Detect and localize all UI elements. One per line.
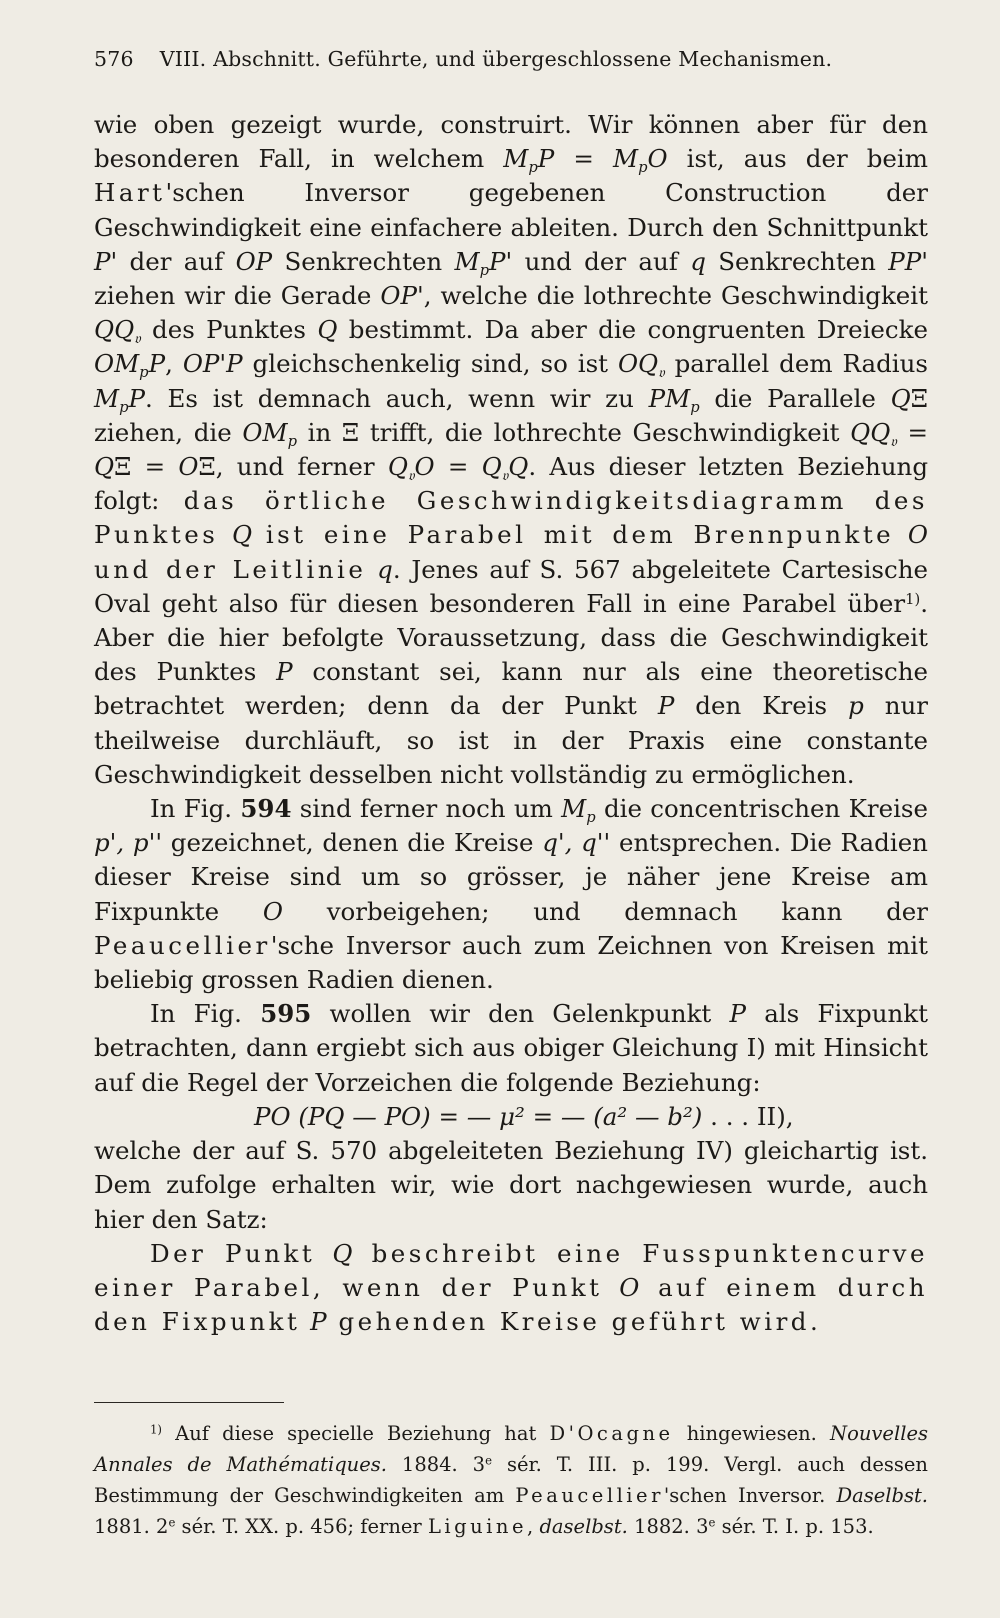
running-header (94, 47, 924, 71)
page-number: 576 (94, 47, 134, 71)
paragraph: welche der auf S. 570 abgeleiteten Beziehung IV) gleichartig ist. Dem zufolge erhalten wir, wie dort nachgewiesen wurde, auch hier den Satz: (94, 1136, 928, 1234)
paragraph: In Fig. 594 sind ferner noch um $M_p$ die concentrischen Kreise p', p'' gezeichnet, denen die Kreise q', q'' entsprechen. Die Radien dieser Kreise sind um so grösser, je näher jene Kreise am Fixpunkte O vorbeigehen; und demnach kann der Peaucellier'sche Inversor auch zum Zeichnen von Kreisen mit beliebig grossen Radien dienen. (94, 794, 928, 995)
footnote-marker: 1) (150, 1422, 162, 1437)
figure-ref: 595 (260, 999, 312, 1029)
equation-line (94, 1100, 928, 1134)
running-title: VIII. Abschnitt. Geführte, und übergeschlossene Mechanismen. (159, 47, 833, 71)
person-name-hart: Hart (94, 178, 166, 208)
footnote-rule (94, 1402, 284, 1403)
main-text (94, 108, 928, 1339)
footnote: $^{1)}$ Auf diese specielle Beziehung hat D'Ocagne hingewiesen. Nouvelles Annales de Mathématiques. 1884. 3e sér. T. III. p. 199. Vergl. auch dessen Bestimmung der Geschwindigkeiten am Peaucellier'schen Inversor. Daselbst. 1881. 2e sér. T. XX. p. 456; ferner Liguine, daselbst. 1882. 3e sér. T. I. p. 153. (94, 1422, 929, 1538)
person-name-peaucellier: Peaucellier (94, 930, 271, 960)
equation-label: . . . II), (710, 1101, 794, 1131)
theorem-paragraph: Der Punkt Q beschreibt eine Fusspunktencurve einer Parabel, wenn der Punkt O auf einem durch den Fixpunkt P gehenden Kreise geführt wird. (94, 1238, 928, 1337)
paragraph: In Fig. 595 wollen wir den Gelenkpunkt P als Fixpunkt betrachten, dann ergiebt sich aus obiger Gleichung I) mit Hinsicht auf die Regel der Vorzeichen die folgende Beziehung: (94, 999, 928, 1097)
paragraph: wie oben gezeigt wurde, construirt. Wir können aber für den besonderen Fall, in welchem $M_pP = M_pO$ ist, aus der beim Hart'schen Inversor gegebenen Construction der Geschwindigkeit eine einfachere ableiten. Durch den Schnittpunkt P' der auf OP Senkrechten $M_pP'$ und der auf q Senkrechten PP' ziehen wir die Gerade OP', welche die lothrechte Geschwindigkeit $QQ_𝔳$ des Punktes Q bestimmt. Da aber die congruenten Dreiecke $OM_pP$, OP'P gleichschenkelig sind, so ist $OQ_𝔳$ parallel dem Radius $M_pP$. Es ist demnach auch, wenn wir zu $PM_p$ die Parallele QΞ ziehen, die $OM_p$ in Ξ trifft, die lothrechte Geschwindigkeit $QQ_𝔳 = Q\Xi = O\Xi$, und ferner $Q_𝔳O = Q_𝔳Q$. Aus dieser letzten Beziehung folgt: das örtliche Geschwindigkeitsdiagramm des Punktes Q ist eine Parabel mit dem Brennpunkte O und der Leitlinie q. Jenes auf S. 567 abgeleitete Cartesische Oval geht also für diesen besonderen Fall in eine Parabel über$^{1)}$. Aber die hier befolgte Voraussetzung, dass die Geschwindigkeit des Punktes P constant sei, kann nur als eine theoretische betrachtet werden; denn da der Punkt P den Kreis p nur theilweise durchläuft, so ist in der Praxis eine constante Geschwindigkeit desselben nicht vollständig zu ermöglichen. (94, 110, 929, 789)
equation: PO (PQ — PO) = — μ² = — (a² — b²) (254, 1101, 703, 1131)
figure-ref: 594 (240, 794, 292, 824)
